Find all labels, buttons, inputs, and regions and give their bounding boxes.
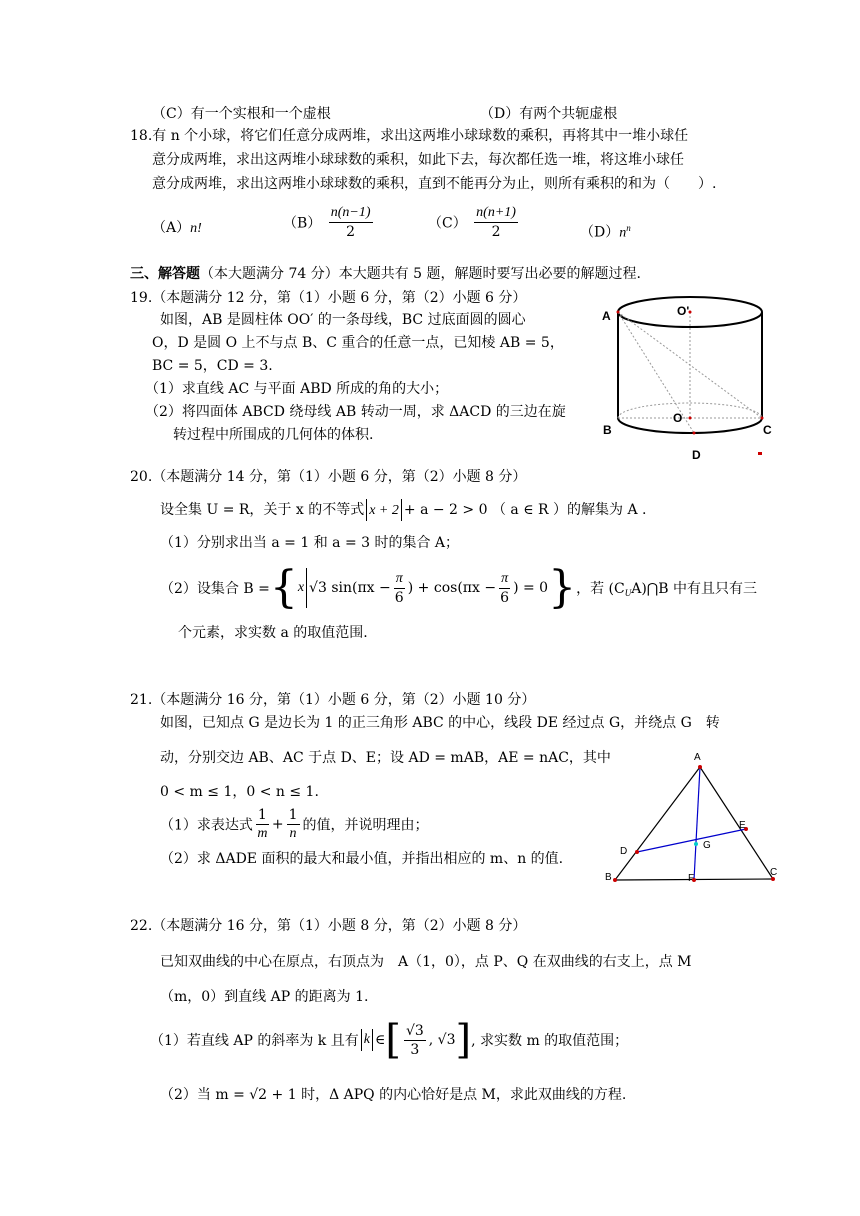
q20-part2-suffix2: A)⋂B 中有且只有三 [631, 581, 757, 597]
abs-bar-left [361, 1029, 362, 1051]
q18-opt-a-value: n! [190, 221, 202, 236]
q21-part1: （1）求表达式 $\frac{1}{m}$ + $\frac{1}{n}$ 的值，并说明理由； [160, 807, 429, 841]
q21-frac-n-den: n [289, 826, 297, 841]
q20-frac-1 [394, 570, 405, 607]
q21-label-b: B [605, 872, 612, 883]
section-3-desc: （本大题满分 74 分）本大题共有 5 题，解题时要写出必要的解题过程. [200, 266, 641, 282]
q18-opt-a-label: （A） [152, 220, 191, 236]
q22-part1-c: , 求实数 m 的取值范围； [471, 1033, 629, 1049]
q21-part1-a: （1）求表达式 [160, 817, 253, 834]
set-divider [306, 568, 307, 608]
left-brace: { [269, 562, 298, 613]
q21-part2: （2）求 ΔADE 面积的最大和最小值，并指出相应的 m、n 的值. [160, 851, 564, 867]
q21-frac-m-den: m [257, 826, 268, 841]
q21-label-f: F [688, 873, 695, 884]
q19-label-o: O [673, 411, 683, 425]
q22-header: 22.（本题满分 16 分，第（1）小题 8 分，第（2）小题 8 分） [130, 918, 527, 934]
q22-frac-den: 3 [410, 1041, 420, 1058]
abs-bar-right [401, 499, 402, 521]
q18-option-c [428, 204, 521, 241]
q18-opt-b-den: 2 [346, 224, 356, 240]
q17-option-c: （C）有一个实根和一个虚根 [152, 106, 331, 122]
q21-label-a: A [694, 752, 701, 763]
segment-de [637, 829, 746, 852]
q21-frac-m-num: 1 [257, 807, 267, 823]
q22-k: k [363, 1032, 370, 1047]
q22-part1-a: （1）若直线 AP 的斜率为 k 且有 [150, 1033, 359, 1049]
cylinder-bottom-front [618, 418, 762, 433]
q20-line1-abs: x + 2 [369, 503, 399, 518]
q21-line3: 0 < m ≤ 1，0 < n ≤ 1. [160, 784, 319, 800]
q22-line2: （m，0）到直线 AP 的距离为 1. [160, 989, 369, 1005]
q18-line3: 意分成两堆，求出这两堆小球球数的乘积，直到不能再分为止，则所有乘积的和为（ ）. [152, 176, 717, 192]
q19-label-a: A [602, 309, 611, 323]
small-mark [758, 452, 762, 455]
q18-opt-d-base: n [619, 225, 627, 241]
q19-cylinder-figure [598, 290, 784, 460]
q18-line1: 18.有 n 个小球，将它们任意分成两堆，求出这两堆小球球数的乘积，再将其中一堆小球任 [130, 128, 689, 144]
q18-opt-c-label: （C） [428, 215, 467, 232]
q21-line2: 动，分别交边 AB、AC 于点 D、E；设 AD = mAB，AE = nAC，其中 [160, 750, 611, 766]
q19-part2b: 转过程中所围成的几何体的体积. [173, 427, 374, 443]
q19-label-oprime: O' [677, 304, 690, 318]
q19-header: 19.（本题满分 12 分，第（1）小题 6 分，第（2）小题 6 分） [130, 290, 527, 306]
left-bracket: [ [385, 1017, 401, 1063]
q22-part1 [150, 1018, 628, 1062]
q20-part2-suffix: ，若 (C [576, 581, 625, 597]
q19-label-c: C [763, 423, 772, 437]
q20-part2 [160, 562, 757, 613]
point-a [617, 311, 620, 314]
q18-line2: 意分成两堆，求出这两堆小球球数的乘积，如此下去，每次都任选一堆，将这堆小球任 [152, 152, 684, 168]
right-brace: } [548, 562, 577, 613]
q20-header: 20.（本题满分 14 分，第（1）小题 6 分，第（2）小题 8 分） [130, 469, 527, 485]
q21-label-e: E [739, 820, 746, 831]
q19-part2: （2）将四面体 ABCD 绕母线 AB 转动一周，求 ΔACD 的三边在旋 [145, 404, 566, 420]
q20-set-variable: x [297, 580, 305, 595]
q20-line1-b: + a − 2 > 0 （ a ∈ R ）的解集为 A . [403, 502, 647, 518]
median-af [694, 767, 700, 880]
q18-opt-c-den: 2 [491, 224, 501, 240]
q21-frac-n [287, 806, 300, 843]
point-b [613, 878, 617, 882]
section-3-heading [130, 264, 641, 284]
q19-label-d: D [692, 448, 701, 462]
q18-opt-c-num: n(n+1) [474, 204, 518, 223]
q19-line3: BC = 5，CD = 3. [152, 358, 273, 374]
q21-part1-b: 的值，并说明理由； [302, 817, 429, 834]
q19-line1: 如图，AB 是圆柱体 OO′ 的一条母线，BC 过底面圆的圆心 [160, 312, 526, 328]
q18-opt-b-fraction [329, 204, 373, 241]
q21-header: 21.（本题满分 16 分，第（1）小题 6 分，第（2）小题 10 分） [130, 692, 536, 708]
q18-opt-d-exponent: n [626, 223, 631, 233]
segment-a-d [618, 312, 694, 433]
q18-option-d [580, 218, 631, 244]
q22-in-symbol: ∈ [374, 1032, 386, 1048]
side-ac [700, 767, 773, 879]
q20-expr-c: ) = 0 [513, 580, 549, 596]
q20-line1-a: 设全集 U = R，关于 x 的不等式 [160, 502, 365, 518]
q20-frac-1-num: π [394, 570, 405, 589]
q20-expr-b: ) + cos(πx − [407, 580, 497, 596]
q20-frac-2 [499, 570, 510, 607]
abs-bar-right [372, 1029, 373, 1051]
q22-line1: 已知双曲线的中心在原点，右顶点为 A（1，0），点 P、Q 在双曲线的右支上，点 M [160, 954, 692, 970]
q21-label-d: D [620, 846, 628, 857]
q22-part1-b: , √3 [428, 1032, 456, 1048]
q22-part2: （2）当 m = √2 + 1 时，Δ APQ 的内心恰好是点 M，求此双曲线的方程. [160, 1087, 627, 1103]
q18-option-a [152, 218, 202, 239]
q22-frac [404, 1022, 426, 1059]
point-d [635, 850, 639, 854]
point-g [694, 842, 698, 846]
q21-frac-m [256, 806, 269, 843]
q20-part2-prefix: （2）设集合 B = [160, 581, 270, 597]
q19-part1: （1）求直线 AC 与平面 ABD 所成的角的大小； [145, 381, 449, 397]
q20-complement-sub: U [624, 587, 632, 598]
point-d [693, 432, 696, 435]
q21-line1: 如图，已知点 G 是边长为 1 的正三角形 ABC 的中心，线段 DE 经过点 G，并绕点 G 转 [160, 715, 720, 731]
abs-bar-left [366, 499, 367, 521]
q20-expr-a: √3 sin(πx − [309, 580, 391, 596]
q18-opt-c-fraction [474, 204, 518, 241]
q20-line1 [160, 499, 646, 521]
q18-option-b [283, 204, 376, 241]
section-3-title: 三、解答题 [130, 266, 200, 282]
point-o [689, 417, 692, 420]
side-ab [615, 767, 700, 880]
q17-option-d: （D）有两个共轭虚根 [480, 106, 618, 122]
q19-label-b: B [603, 423, 612, 437]
q22-frac-num: √3 [405, 1022, 424, 1039]
q19-line2: O，D 是圆 O 上不与点 B、C 重合的任意一点，已知棱 AB = 5， [152, 335, 564, 351]
q18-opt-b-num: n(n−1) [329, 204, 373, 223]
q21-label-g: G [703, 840, 711, 851]
q20-frac-2-den: 6 [500, 589, 510, 606]
q21-frac-n-num: 1 [288, 807, 298, 823]
q20-part2b: 个元素，求实数 a 的取值范围. [178, 625, 368, 641]
q20-frac-2-num: π [499, 570, 510, 589]
q21-label-c: C [770, 867, 778, 878]
q18-opt-d-label: （D） [580, 224, 620, 241]
q20-part1: （1）分别求出当 a = 1 和 a = 3 时的集合 A； [160, 535, 460, 551]
q18-opt-b-label: （B） [283, 215, 322, 232]
q20-frac-1-den: 6 [394, 589, 404, 606]
right-bracket: ] [455, 1017, 472, 1063]
